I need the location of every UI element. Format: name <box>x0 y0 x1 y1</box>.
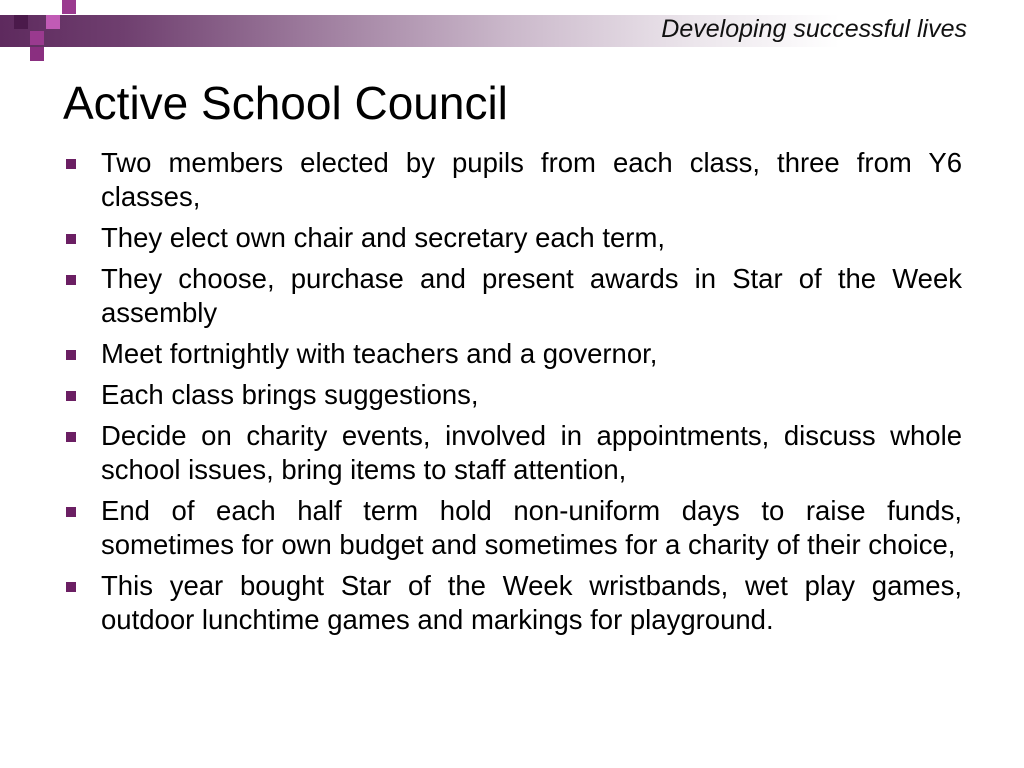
bullet-list <box>64 146 962 644</box>
header-tagline: Developing successful lives <box>661 15 967 43</box>
square-bullet-icon <box>66 507 76 517</box>
bullet-text: Meet fortnightly with teachers and a governor, <box>101 338 658 369</box>
bullet-item <box>64 569 962 637</box>
logo-square <box>30 47 44 61</box>
bullet-item <box>64 337 962 371</box>
square-bullet-icon <box>66 234 76 244</box>
logo-square <box>30 31 44 45</box>
bullet-item <box>64 419 962 487</box>
square-bullet-icon <box>66 391 76 401</box>
bullet-text: This year bought Star of the Week wristbands, wet play games, outdoor lunchtime games and markings for playground. <box>101 570 962 635</box>
square-bullet-icon <box>66 432 76 442</box>
slide-title: Active School Council <box>63 77 508 129</box>
bullet-text: Decide on charity events, involved in appointments, discuss whole school issues, bring items to staff attention, <box>101 420 962 485</box>
bullet-text: Each class brings suggestions, <box>101 379 479 410</box>
bullet-item <box>64 494 962 562</box>
square-bullet-icon <box>66 582 76 592</box>
bullet-item <box>64 262 962 330</box>
bullet-text: They elect own chair and secretary each term, <box>101 222 666 253</box>
bullet-item <box>64 378 962 412</box>
logo-square <box>14 15 28 29</box>
bullet-item <box>64 221 962 255</box>
square-bullet-icon <box>66 350 76 360</box>
bullet-item <box>64 146 962 214</box>
logo-square <box>46 15 60 29</box>
square-bullet-icon <box>66 159 76 169</box>
bullet-text: Two members elected by pupils from each class, three from Y6 classes, <box>101 147 962 212</box>
square-bullet-icon <box>66 275 76 285</box>
logo-square <box>62 0 76 14</box>
bullet-text: End of each half term hold non-uniform days to raise funds, sometimes for own budget and sometimes for a charity of their choice, <box>101 495 962 560</box>
bullet-text: They choose, purchase and present awards in Star of the Week assembly <box>101 263 962 328</box>
